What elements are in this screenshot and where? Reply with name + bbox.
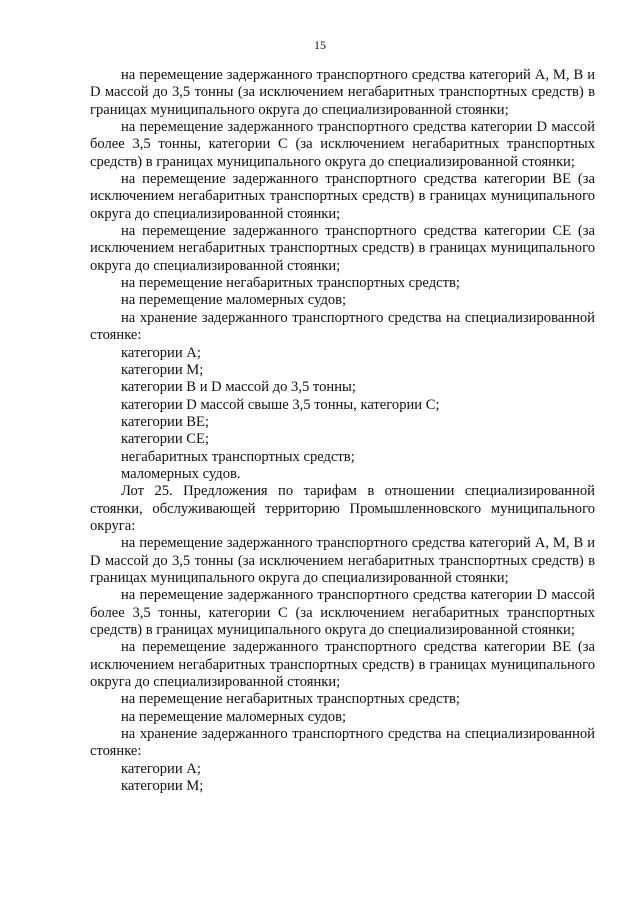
paragraph-lot25-transfer-cat-a-m-b-d: на перемещение задержанного транспортного средства категорий А, М, В и D массой до 3,5 тонны (за исключением негабаритных транспортных средств) в границах муниципального округа до специализированной стоянки; — [90, 535, 595, 586]
paragraph-transfer-cat-d-c: на перемещение задержанного транспортного средства категории D массой более 3,5 тонны, категории С (за исключением негабаритных транспортных средств) в границах муниципального округа до специализированной стоянки; — [90, 119, 595, 170]
list-item-cat-be: категории ВЕ; — [121, 413, 210, 430]
paragraph-lot25-transfer-oversized: на перемещение негабаритных транспортных средств; — [121, 691, 460, 708]
paragraph-transfer-cat-a-m-b-d: на перемещение задержанного транспортного средства категорий А, М, В и D массой до 3,5 тонны (за исключением негабаритных транспортных средств) в границах муниципального округа до специализированной стоянки; — [90, 67, 595, 118]
paragraph-transfer-cat-ce: на перемещение задержанного транспортного средства категории СЕ (за исключением негабаритных транспортных средств) в границах муниципального округа до специализированной стоянки; — [90, 223, 595, 274]
page-number: 15 — [314, 38, 326, 52]
list-item-lot25-cat-m: категории М; — [121, 778, 204, 795]
document-body — [90, 67, 595, 795]
list-item-cat-b-d: категории В и D массой до 3,5 тонны; — [121, 379, 356, 396]
paragraph-lot25-transfer-cat-d-c: на перемещение задержанного транспортного средства категории D массой более 3,5 тонны, категории С (за исключением негабаритных транспортных средств) в границах муниципального округа до специализированной стоянки; — [90, 587, 595, 638]
paragraph-transfer-small-boats: на перемещение маломерных судов; — [121, 292, 347, 309]
paragraph-lot25-storage-heading: на хранение задержанного транспортного средства на специализированной стоянке: — [90, 726, 595, 760]
list-item-cat-m: категории М; — [121, 361, 204, 378]
paragraph-lot25-transfer-cat-be: на перемещение задержанного транспортного средства категории ВЕ (за исключением негабаритных транспортных средств) в границах муниципального округа до специализированной стоянки; — [90, 639, 595, 691]
list-item-small-boats: маломерных судов. — [121, 465, 241, 482]
list-item-cat-d-c: категории D массой свыше 3,5 тонны, категории С; — [121, 396, 440, 413]
paragraph-storage-heading: на хранение задержанного транспортного средства на специализированной стоянке: — [90, 309, 595, 344]
list-item-cat-ce: категории СЕ; — [121, 431, 210, 448]
list-item-cat-a: категории А; — [121, 344, 201, 361]
list-item-lot25-cat-a: категории А; — [121, 760, 201, 777]
lot-25-heading: Лот 25. Предложения по тарифам в отношении специализированной стоянки, обслуживающей территорию Промышленновского муниципального округа: — [90, 483, 595, 534]
paragraph-transfer-oversized: на перемещение негабаритных транспортных средств; — [121, 275, 460, 292]
paragraph-transfer-cat-be: на перемещение задержанного транспортного средства категории ВЕ (за исключением негабаритных транспортных средств) в границах муниципального округа до специализированной стоянки; — [90, 171, 595, 222]
list-item-oversized: негабаритных транспортных средств; — [121, 448, 355, 465]
paragraph-lot25-transfer-small-boats: на перемещение маломерных судов; — [121, 708, 347, 725]
